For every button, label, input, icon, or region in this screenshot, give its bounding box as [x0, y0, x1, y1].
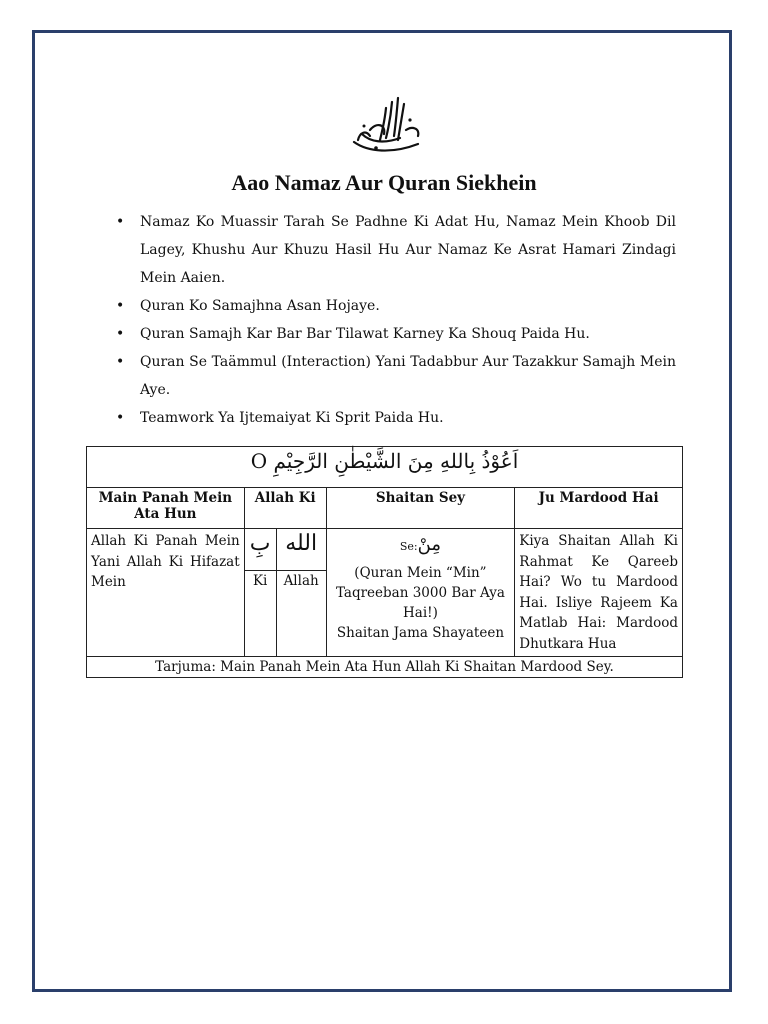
- goals-list: [110, 208, 676, 432]
- table-cell: Kiya Shaitan Allah Ki Rahmat Ke Qareeb Hai? Wo tu Mardood Hai. Isliye Rajeem Ka Matlab Hai: Mardood Dhutkara Hua: [515, 529, 683, 657]
- table-cell: Allah Ki Panah Mein Yani Allah Ki Hifazat Mein: [87, 529, 245, 657]
- list-item: • Quran Samajh Kar Bar Bar Tilawat Karney Ka Shouq Paida Hu.: [110, 320, 676, 348]
- table-row: [87, 447, 683, 488]
- list-item: • Teamwork Ya Ijtemaiyat Ki Sprit Paida Hu.: [110, 404, 676, 432]
- table-header: Main Panah Mein Ata Hun: [87, 488, 245, 529]
- arabic-word-ba: بِ: [244, 529, 276, 571]
- page-title: Aao Namaz Aur Quran Siekhein: [231, 170, 537, 195]
- table-row: [87, 657, 683, 678]
- list-item: • Quran Ko Samajhna Asan Hojaye.: [110, 292, 676, 320]
- translation: Tarjuma: Main Panah Mein Ata Hun Allah Ki Shaitan Mardood Sey.: [87, 657, 683, 678]
- word-meaning-ki: Ki: [244, 570, 276, 656]
- arabic-heading: اَعُوْذُ بِاللهِ مِنَ الشَّيْطٰنِ الرَّجِيْمِ O: [87, 447, 683, 488]
- arabic-word-min: مِنْ: [417, 534, 441, 555]
- shaitan-plural: Shaitan Jama Shayateen: [336, 625, 505, 641]
- table-header: Shaitan Sey: [326, 488, 515, 529]
- list-item: • Namaz Ko Muassir Tarah Se Padhne Ki Adat Hu, Namaz Mein Khoob Dil Lagey, Khushu Aur Khuzu Hasil Hu Aur Namaz Ke Asrat Hamari Zindagi Mein Aaien.: [110, 208, 676, 292]
- list-item: • Quran Se Taämmul (Interaction) Yani Tadabbur Aur Tazakkur Samajh Mein Aye.: [110, 348, 676, 404]
- table-row: [87, 488, 683, 529]
- se-label: Se:: [399, 540, 418, 553]
- taawwuz-table: [86, 446, 683, 678]
- table-row: [87, 529, 683, 571]
- bismillah-calligraphy-icon: [340, 90, 430, 160]
- word-meaning-allah: Allah: [276, 570, 326, 656]
- table-cell: [326, 529, 515, 657]
- table-header: Allah Ki: [244, 488, 326, 529]
- arabic-word-allah: الله: [276, 529, 326, 571]
- shaitan-note: (Quran Mein “Min” Taqreeban 3000 Bar Aya Hai!): [335, 565, 505, 621]
- table-header: Ju Mardood Hai: [515, 488, 683, 529]
